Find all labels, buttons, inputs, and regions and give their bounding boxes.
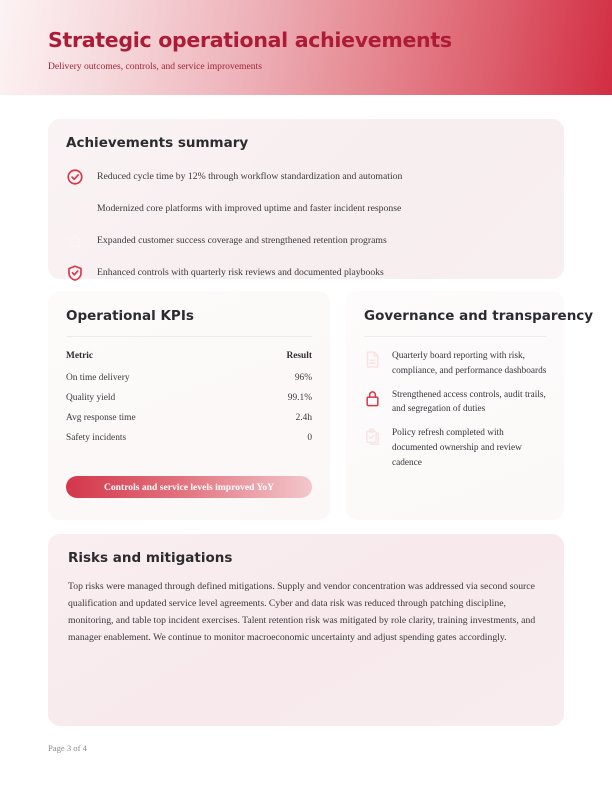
achievements-summary-card [48, 119, 564, 279]
table-header-row [66, 347, 312, 368]
column-header-metric: Metric [66, 351, 94, 361]
list-item [66, 199, 546, 231]
kpi-callout-pill: Controls and service levels improved YoY [66, 476, 312, 498]
list-item-label: Strengthened access controls, audit trails, and segregation of duties [392, 389, 546, 415]
cell-result: 96% [294, 373, 312, 383]
list-item [364, 349, 550, 379]
list-item [66, 231, 546, 263]
cell-metric: Quality yield [66, 393, 116, 403]
list-item-label: Policy refresh completed with documented ownership and review cadence [392, 428, 522, 468]
cell-metric: Avg response time [66, 413, 136, 423]
list-item-label: Quarterly board reporting with risk, compliance, and performance dashboards [392, 351, 547, 376]
table-row [66, 428, 312, 448]
page-header-band [0, 0, 612, 95]
table-row [66, 408, 312, 428]
cell-metric: Safety incidents [66, 433, 127, 443]
check-circle-icon [66, 168, 84, 186]
list-item-label: Enhanced controls with quarterly risk reviews and documented playbooks [97, 267, 384, 278]
cell-result: 99.1% [287, 393, 312, 403]
achievements-list [66, 167, 546, 295]
page-subtitle: Delivery outcomes, controls, and service improvements [48, 61, 262, 72]
list-item [364, 426, 550, 470]
star-icon [66, 232, 84, 250]
list-item-label: Expanded customer success coverage and strengthened retention programs [97, 235, 387, 246]
lock-icon [364, 389, 381, 408]
operational-kpis-card [48, 291, 330, 520]
shield-check-icon [66, 264, 84, 282]
kpi-title-divider [66, 336, 312, 337]
governance-card-title: Governance and transparency [364, 308, 594, 324]
kpi-table [66, 347, 312, 448]
list-item [364, 388, 550, 418]
list-item [66, 167, 546, 199]
cell-metric: On time delivery [66, 373, 130, 383]
risks-card-title: Risks and mitigations [68, 550, 233, 566]
governance-list [364, 349, 550, 480]
governance-title-divider [364, 336, 546, 337]
table-row [66, 388, 312, 408]
achievements-card-title: Achievements summary [66, 135, 249, 151]
list-item-label: Reduced cycle time by 12% through workflow standardization and automation [97, 171, 403, 182]
governance-transparency-card [346, 291, 594, 520]
badge-check-icon [66, 200, 84, 218]
cell-result: 0 [307, 433, 312, 443]
cell-result: 2.4h [295, 413, 312, 423]
kpi-card-title: Operational KPIs [66, 308, 194, 324]
risks-body-text: Top risks were managed through defined mitigations. Supply and vendor concentration was addressed via second source qualification and updated service level agreements. Cyber and data risk was reduced through patching discipline, monitoring, and table top incident exercises. Talent retention risk was mitigated by role clarity, training investments, and manager enablement. We continue to monitor macroeconomic uncertainty and adjust spending gates accordingly. [68, 581, 536, 643]
risks-mitigations-card [48, 534, 564, 726]
document-icon [364, 350, 381, 369]
table-row [66, 368, 312, 388]
clipboard-check-icon [364, 427, 381, 446]
page-footer-label: Page 3 of 4 [48, 743, 87, 753]
page-title: Strategic operational achievements [48, 28, 452, 52]
column-header-result: Result [286, 351, 312, 361]
list-item-label: Modernized core platforms with improved uptime and faster incident response [97, 203, 402, 214]
